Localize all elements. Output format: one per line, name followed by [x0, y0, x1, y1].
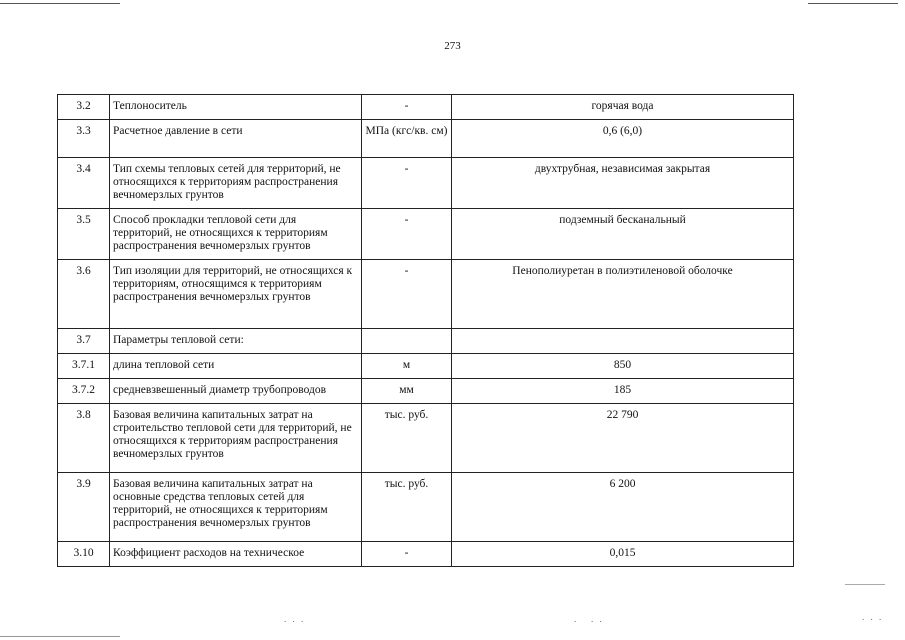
row-unit: м: [362, 354, 452, 379]
table-row: [58, 209, 794, 260]
row-parameter: Базовая величина капитальных затрат на строительство тепловой сети для территорий, не относящихся к территориям распространения вечномерзлых грунтов: [110, 404, 362, 473]
spec-table: [57, 94, 794, 567]
row-parameter: Расчетное давление в сети: [110, 120, 362, 158]
row-unit: -: [362, 209, 452, 260]
row-parameter: Тип схемы тепловых сетей для территорий, не относящихся к территориям распространения вечномерзлых грунтов: [110, 158, 362, 209]
scan-edge-line: [0, 636, 120, 637]
row-unit: МПа (кгс/кв. см): [362, 120, 452, 158]
row-unit: тыс. руб.: [362, 404, 452, 473]
row-unit: мм: [362, 379, 452, 404]
row-value: 0,015: [452, 542, 794, 567]
row-unit: -: [362, 542, 452, 567]
row-unit: -: [362, 158, 452, 209]
row-number: 3.3: [58, 120, 110, 158]
row-value: подземный бесканальный: [452, 209, 794, 260]
row-number: 3.7: [58, 329, 110, 354]
row-number: 3.7.1: [58, 354, 110, 379]
table-row: [58, 95, 794, 120]
scan-specks: . . .: [574, 614, 604, 624]
table-row: [58, 120, 794, 158]
table-row: [58, 404, 794, 473]
row-number: 3.5: [58, 209, 110, 260]
row-number: 3.10: [58, 542, 110, 567]
row-unit: тыс. руб.: [362, 473, 452, 542]
row-number: 3.8: [58, 404, 110, 473]
row-value: горячая вода: [452, 95, 794, 120]
row-parameter: Способ прокладки тепловой сети для территорий, не относящихся к территориям распространения вечномерзлых грунтов: [110, 209, 362, 260]
row-unit: -: [362, 260, 452, 329]
table-row: [58, 379, 794, 404]
table-row: [58, 354, 794, 379]
row-value: 22 790: [452, 404, 794, 473]
row-value: 850: [452, 354, 794, 379]
scan-specks: . . .: [284, 614, 306, 624]
page-number: 273: [444, 40, 461, 52]
row-value: [452, 329, 794, 354]
row-parameter: Параметры тепловой сети:: [110, 329, 362, 354]
scan-specks: . . .: [862, 612, 884, 622]
row-parameter: Коэффициент расходов на техническое: [110, 542, 362, 567]
row-number: 3.6: [58, 260, 110, 329]
row-value: 0,6 (6,0): [452, 120, 794, 158]
row-parameter: Теплоноситель: [110, 95, 362, 120]
row-unit: [362, 329, 452, 354]
table-row: [58, 329, 794, 354]
row-parameter: длина тепловой сети: [110, 354, 362, 379]
row-unit: -: [362, 95, 452, 120]
row-number: 3.2: [58, 95, 110, 120]
row-number: 3.7.2: [58, 379, 110, 404]
row-value: 6 200: [452, 473, 794, 542]
row-value: двухтрубная, независимая закрытая: [452, 158, 794, 209]
row-value: Пенополиуретан в полиэтиленовой оболочке: [452, 260, 794, 329]
row-number: 3.4: [58, 158, 110, 209]
table-row: [58, 260, 794, 329]
table-row: [58, 473, 794, 542]
row-parameter: Тип изоляции для территорий, не относящихся к территориям, относящимся к территориям распространения вечномерзлых грунтов: [110, 260, 362, 329]
scan-edge-line: [808, 3, 898, 4]
row-value: 185: [452, 379, 794, 404]
table-row: [58, 542, 794, 567]
row-number: 3.9: [58, 473, 110, 542]
scan-edge-line: [845, 584, 885, 585]
row-parameter: Базовая величина капитальных затрат на основные средства тепловых сетей для территорий, не относящихся к территориям распространения вечномерзлых грунтов: [110, 473, 362, 542]
row-parameter: средневзвешенный диаметр трубопроводов: [110, 379, 362, 404]
table-row: [58, 158, 794, 209]
scan-edge-line: [0, 3, 120, 4]
spec-table-body: [58, 95, 794, 567]
